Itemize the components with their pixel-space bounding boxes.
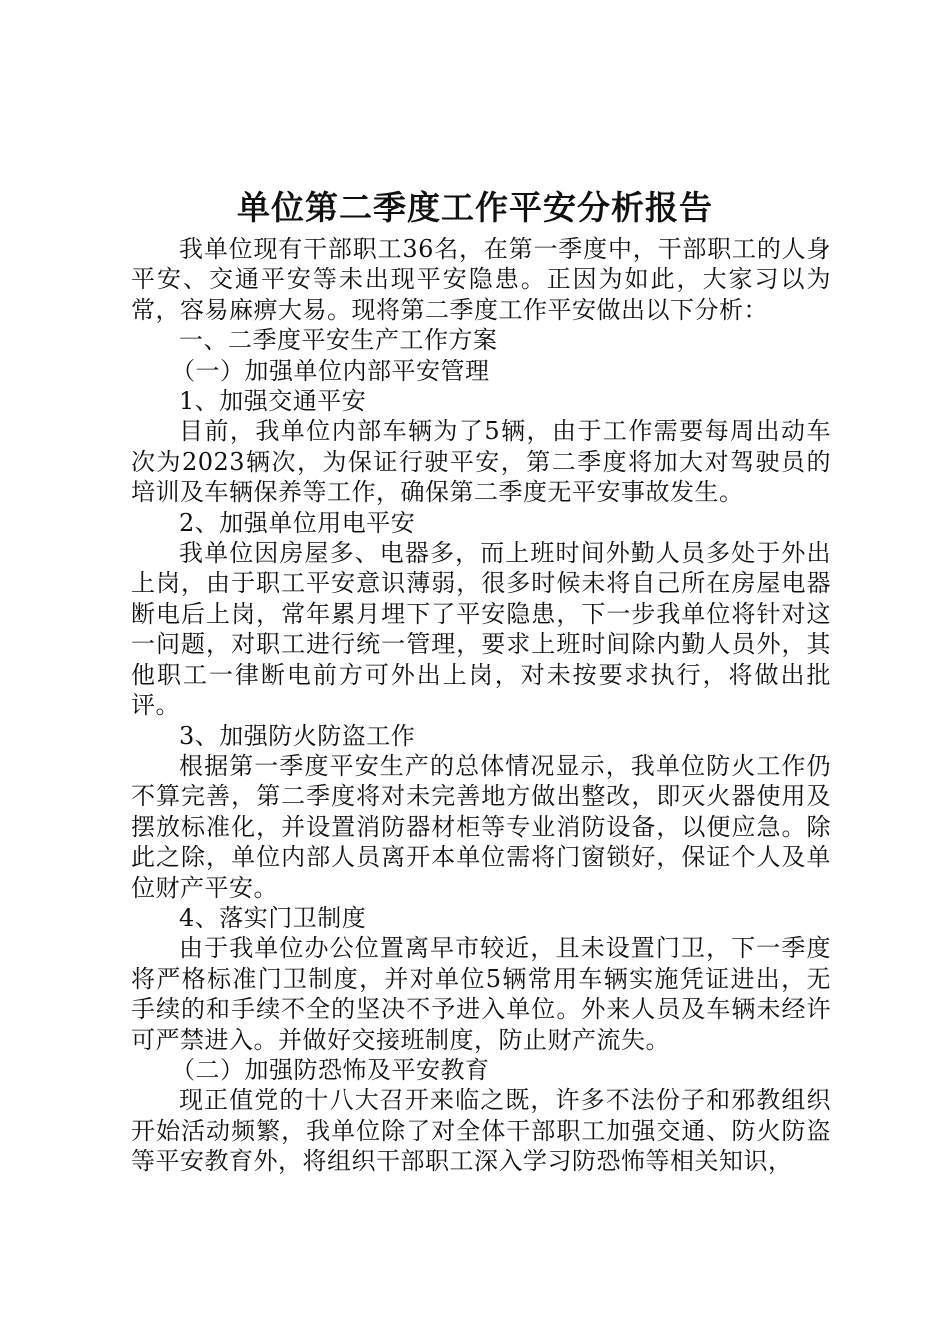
section-1-heading: 一、二季度平安生产工作方案 [179, 326, 498, 355]
subsection-2-paragraph: 现正值党的十八大召开来临之既，许多不法份子和邪教组织开始活动频繁，我单位除了对全体干部职工加强交通、防火防盗等平安教育外，将组织干部职工深入学习防恐怖等相关知识， [131, 1086, 831, 1176]
item-4-paragraph: 由于我单位办公位置离早市较近，且未设置门卫，下一季度将严格标准门卫制度，并对单位5辆常用车辆实施凭证进出，无手续的和手续不全的坚决不予进入单位。外来人员及车辆未经许可严禁进入。并做好交接班制度，防止财产流失。 [131, 934, 831, 1054]
subsection-1-heading: （一）加强单位内部平安管理 [171, 356, 490, 385]
item-2-paragraph: 我单位因房屋多、电器多，而上班时间外勤人员多处于外出上岗，由于职工平安意识薄弱，很多时候未将自己所在房屋电器断电后上岗，常年累月埋下了平安隐患，下一步我单位将针对这一问题，对职工进行统一管理，要求上班时间除内勤人员外，其他职工一律断电前方可外出上岗，对未按要求执行，将做出批评。 [131, 539, 831, 720]
item-1-paragraph: 目前，我单位内部车辆为了5辆，由于工作需要每周出动车次为2023辆次，为保证行驶平安，第二季度将加大对驾驶员的培训及车辆保养等工作，确保第二季度无平安事故发生。 [131, 417, 831, 507]
subsection-2-heading: （二）加强防恐怖及平安教育 [171, 1055, 490, 1084]
item-3-heading: 3、加强防火防盗工作 [179, 721, 416, 750]
item-2-heading: 2、加强单位用电平安 [179, 508, 416, 537]
document-title: 单位第二季度工作平安分析报告 [237, 188, 713, 227]
item-4-heading: 4、落实门卫制度 [179, 903, 367, 932]
item-1-heading: 1、加强交通平安 [179, 387, 367, 416]
intro-paragraph: 我单位现有干部职工36名，在第一季度中，干部职工的人身平安、交通平安等未出现平安隐患。正因为如此，大家习以为常，容易麻痹大易。现将第二季度工作平安做出以下分析： [131, 235, 831, 324]
document-body [131, 234, 831, 1177]
item-3-paragraph: 根据第一季度平安生产的总体情况显示，我单位防火工作仍不算完善，第二季度将对未完善地方做出整改，即灭火器使用及摆放标准化，并设置消防器材柜等专业消防设备，以便应急。除此之除，单位内部人员离开本单位需将门窗锁好，保证个人及单位财产平安。 [131, 751, 831, 902]
